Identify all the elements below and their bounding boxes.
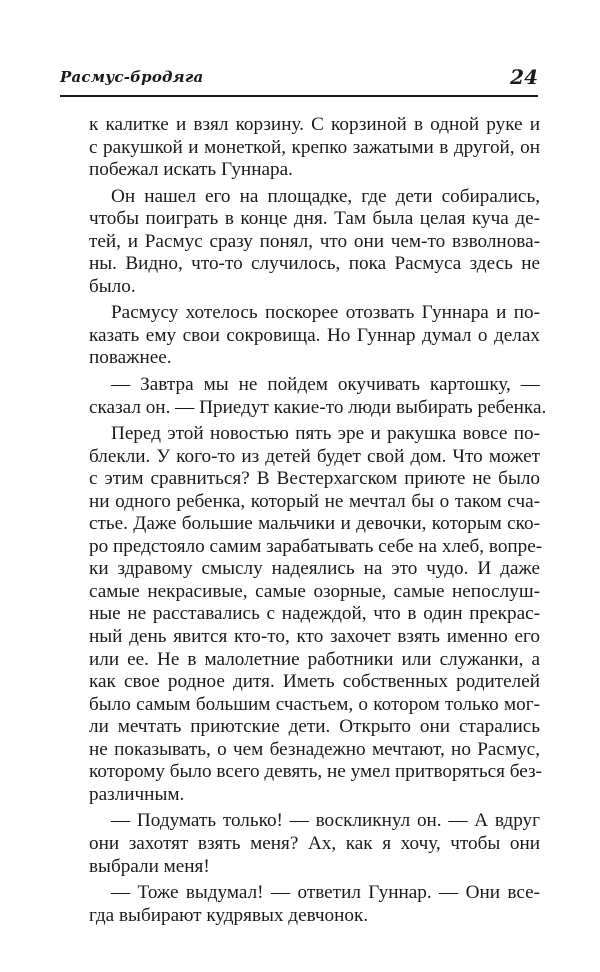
text-line: ли мечтать приютские дети. Открыто они старались bbox=[89, 716, 540, 738]
text-line: чтобы поиграть в конце дня. Там была целая куча де- bbox=[89, 208, 540, 230]
text-line: блекли. У кого-то из детей будет свой дом. Что может bbox=[89, 445, 540, 467]
text-line: стье. Даже большие мальчики и девочки, которым ско- bbox=[89, 513, 540, 535]
text-line: ро предстояло самим зарабатывать себе на хлеб, вопре- bbox=[89, 535, 543, 557]
running-title: Расмус-бродяга bbox=[60, 68, 204, 86]
text-line: ные не расставались с надеждой, что в один прекрас- bbox=[89, 603, 540, 625]
paragraph bbox=[89, 423, 543, 806]
text-line: Расмусу хотелось поскорее отозвать Гуннара и по- bbox=[111, 302, 540, 324]
text-line: не показывать, о чем безнадежно мечтают, но Расмус, bbox=[89, 738, 540, 760]
text-line: они захотят взять меня? Ах, как я хочу, чтобы они bbox=[89, 832, 540, 854]
text-line: ки здравому смыслу надеялись на это чудо. И даже bbox=[89, 558, 540, 580]
paragraph bbox=[89, 810, 540, 878]
text-line: с ракушкой и монеткой, крепко зажатыми в другой, он bbox=[89, 136, 540, 158]
text-line: было. bbox=[89, 275, 136, 297]
text-line: — Подумать только! — воскликнул он. — А вдруг bbox=[111, 810, 540, 832]
text-line: как свое родное дитя. Иметь собственных родителей bbox=[89, 671, 540, 693]
paragraph bbox=[89, 114, 540, 182]
text-line: выбрали меня! bbox=[89, 855, 210, 877]
text-line: с этим сравниться? В Вестерхагском приюте не было bbox=[89, 468, 540, 490]
text-line: самые некрасивые, самые озорные, самые непослуш- bbox=[89, 580, 540, 602]
paragraph bbox=[89, 302, 540, 370]
text-line: казать ему свои сокровища. Но Гуннар думал о делах bbox=[89, 324, 540, 346]
body-text bbox=[89, 114, 547, 927]
paragraph bbox=[89, 374, 547, 419]
paragraph bbox=[89, 186, 540, 299]
text-line: различным. bbox=[89, 783, 185, 805]
text-line: ни одного ребенка, который не мечтал бы о таком сча- bbox=[89, 490, 540, 512]
text-line: которому было всего девять, не умел притворяться без- bbox=[89, 761, 542, 783]
text-line: побежал искать Гуннара. bbox=[89, 159, 293, 181]
header-rule bbox=[60, 95, 538, 97]
text-line: Перед этой новостью пять эре и ракушка вовсе по- bbox=[111, 423, 540, 445]
page-number: 24 bbox=[510, 65, 538, 89]
text-line: ный день явится кто-то, кто захочет взять именно его bbox=[89, 626, 540, 648]
text-line: к калитке и взял корзину. С корзиной в одной руке и bbox=[89, 114, 540, 135]
text-line: гда выбирают кудрявых девчонок. bbox=[89, 904, 369, 926]
text-line: — Завтра мы не пойдем окучивать картошку, — bbox=[111, 374, 540, 396]
text-line: тей, и Расмус сразу понял, что они чем-то взволнова- bbox=[89, 230, 540, 252]
text-line: поважнее. bbox=[89, 347, 172, 369]
text-line: Он нашел его на площадке, где дети собирались, bbox=[111, 185, 540, 207]
text-line: сказал он. — Приедут какие-то люди выбирать ребенка. bbox=[89, 396, 547, 418]
text-line: — Тоже выдумал! — ответил Гуннар. — Они все- bbox=[111, 882, 540, 904]
paragraph bbox=[89, 882, 540, 927]
text-line: или ее. Не в малолетние работники или служанки, а bbox=[89, 648, 540, 670]
text-line: было самым большим счастьем, о котором только мог- bbox=[89, 693, 540, 715]
page-header bbox=[60, 66, 538, 92]
text-line: ны. Видно, что-то случилось, пока Расмуса здесь не bbox=[89, 253, 540, 275]
